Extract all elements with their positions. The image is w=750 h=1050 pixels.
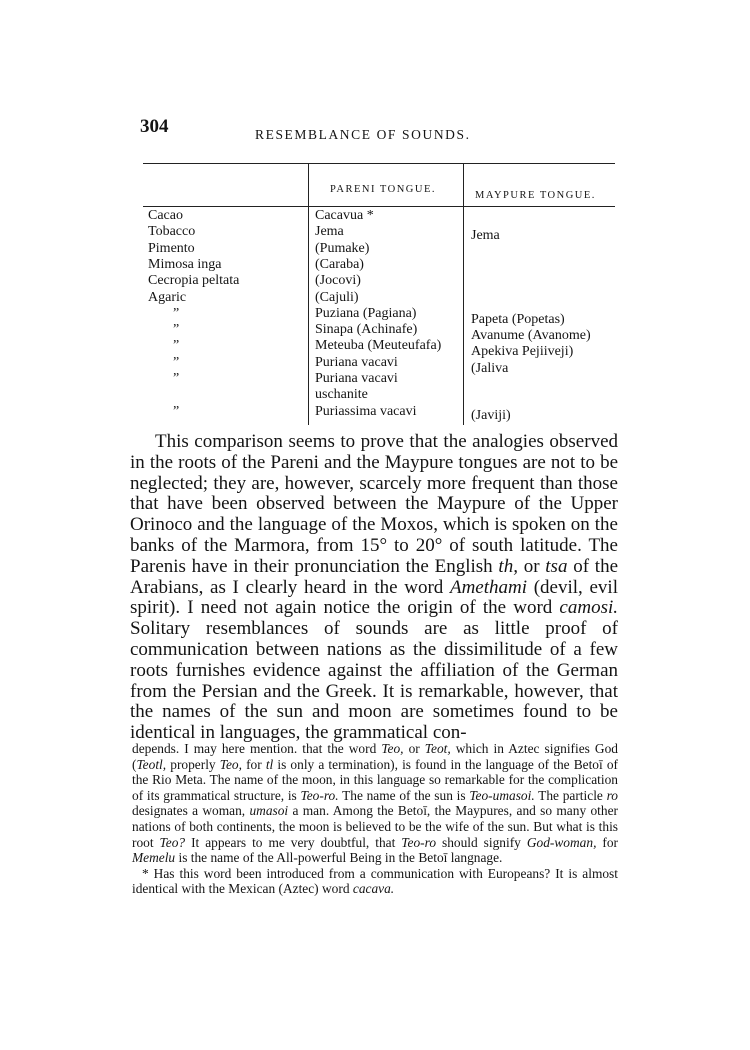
table-cell-maypure: Apekiva Pejiiveji) [471,344,574,360]
table-cell-pareni: Sinapa (Achinafe) [315,322,418,338]
table-cell-pareni: Cacavua * [315,208,374,223]
table-column-divider [308,163,309,425]
header-pareni-tongue: PARENI TONGUE. [330,184,436,195]
table-cell-pareni: Puziana (Pagiana) [315,305,417,321]
table-cell-pareni: (Cajuli) [315,289,359,305]
comparison-table [143,163,615,428]
table-cell-pareni: (Pumake) [315,240,370,256]
table-cell-pareni: uschanite [315,387,368,403]
footnote-continuation: depends. I may here mention. that the word Teo, or Teot, which in Aztec signifies God (Teotl, properly Teo, for tl is only a termination), is found in the language of the Betoī of the Rio Meta. The name of the moon, in this language so remarkable for the complication of its grammatical structure, is Teo-ro. The name of the sun is Teo-umasoi. The particle ro designates a woman, umasoi a man. Among the Betoī, the Maypures, and so many other nations of both continents, the moon is believed to be the wife of the sun. But what is this root Teo? It appears to me very doubtful, that Teo-ro should signify God-woman, for Memelu is the name of the All-powerful Being in the Betoī langnage. [132,741,619,866]
table-cell-english: Cecropia peltata [148,273,240,289]
table-header-rule [143,206,615,207]
footnote-asterisk: * Has this word been introduced from a communication with Europeans? It is almost identical with the Mexican (Aztec) word cacava. [132,865,618,897]
table-top-rule [143,163,615,164]
table-cell-english: ” [173,322,180,338]
table-cell-maypure: (Javiji) [471,407,511,423]
table-cell-pareni: (Jocovi) [315,273,361,289]
table-cell-english: Pimento [148,240,195,256]
table-cell-maypure: (Jaliva [471,360,509,376]
body-paragraph: This comparison seems to prove that the analogies observed in the roots of the Pareni and the Maypure tongues are not to be neglected; they are, however, scarcely more frequent than those that have been observed between the Maypure of the Upper Orinoco and the language of the Moxos, which is spoken on the banks of the Marmora, from 15° to 20° of south latitude. The Parenis have in their pronunciation the English th, or tsa of the Arabians, as I clearly heard in the word Amethami (devil, evil spirit). I need not again notice the origin of the word camosi. Solitary resemblances of sounds are as little proof of communication between nations as the dissimilitude of a few roots furnishes evidence against the affiliation of the German from the Persian and the Greek. It is remarkable, however, that the names of the sun and moon are sometimes found to be identical in languages, the grammatical con- [130,431,618,744]
table-cell-pareni: (Caraba) [315,256,364,272]
page-number: 304 [140,116,169,137]
table-column-divider [463,163,464,425]
header-maypure-tongue: MAYPURE TONGUE. [475,190,596,201]
table-cell-english: Agaric [148,289,187,305]
table-cell-english: Cacao [148,208,183,223]
table-cell-english: ” [173,354,180,370]
table-cell-english: ” [173,403,180,419]
footnote-block [132,741,618,897]
table-cell-maypure: Papeta (Popetas) [471,311,565,327]
table-cell-english: ” [173,305,180,321]
table-cell-english: Tobacco [148,224,196,240]
table-cell-pareni: Jema [315,224,344,240]
running-head: RESEMBLANCE OF SOUNDS. [255,127,471,142]
main-text [130,432,618,744]
table-cell-english: Mimosa inga [148,256,222,272]
table-cell-pareni: Puriassima vacavi [315,403,417,419]
table-cell-pareni: Puriana vacavi [315,371,398,386]
table-cell-english: ” [173,338,180,354]
table-cell-english: ” [173,371,180,386]
table-cell-pareni: Meteuba (Meuteufafa) [315,338,442,354]
table-cell-maypure: Avanume (Avanome) [471,328,591,344]
table-cell-pareni: Puriana vacavi [315,354,398,370]
table-cell-maypure: Jema [471,228,500,244]
